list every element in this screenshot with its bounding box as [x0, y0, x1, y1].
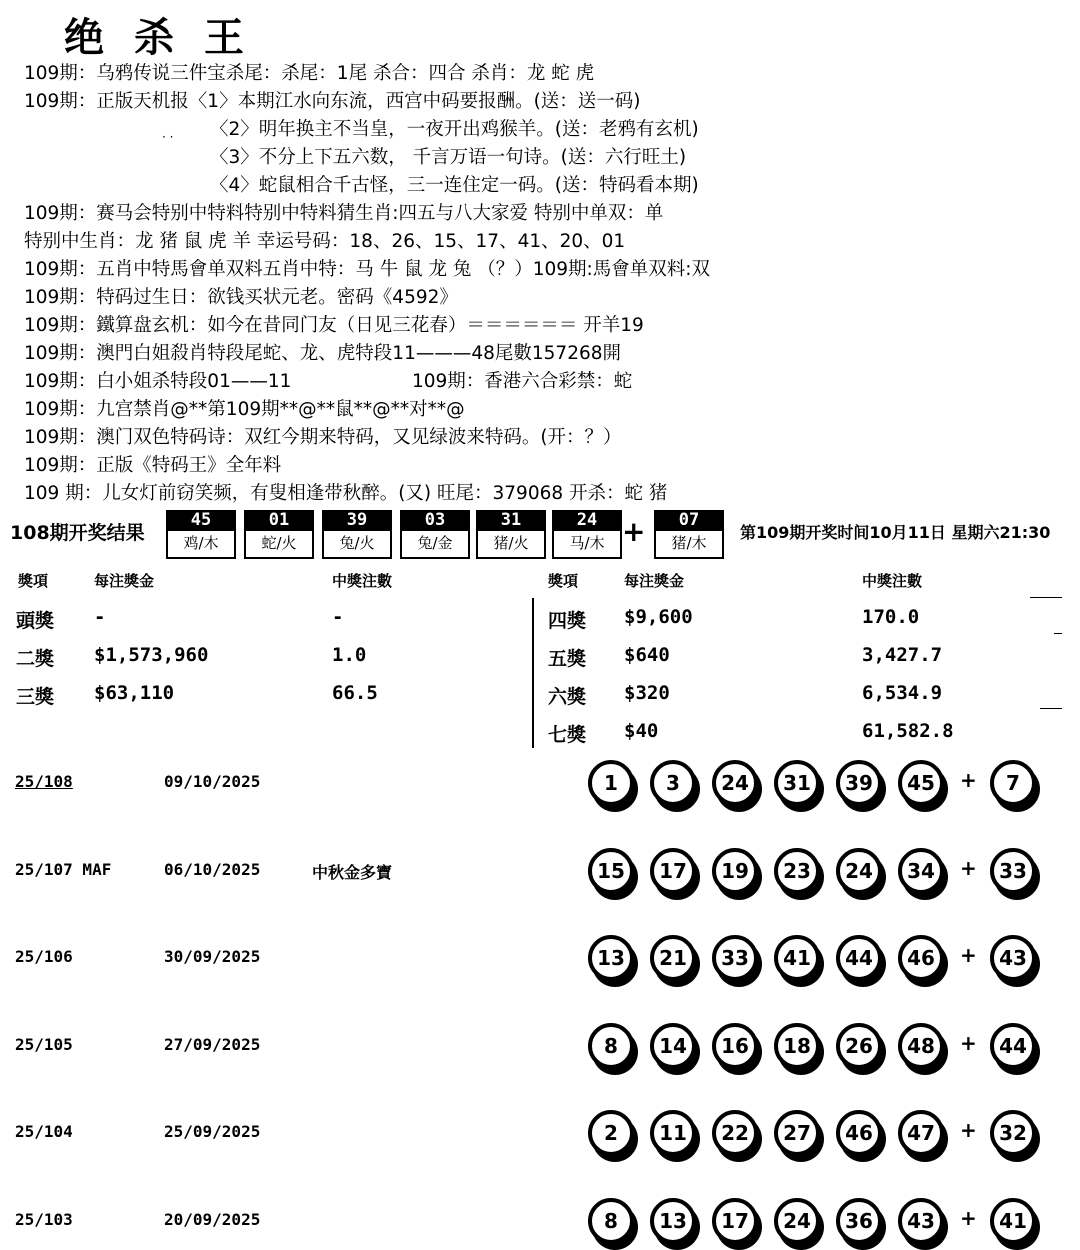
number-ball: 33: [712, 935, 758, 981]
ball-zodiac: 马/木: [569, 534, 605, 552]
prize-name: 三獎: [16, 686, 55, 708]
ball-zodiac: 兔/火: [339, 534, 375, 552]
result-label: 108期开奖结果: [10, 522, 145, 544]
history-row: [0, 840, 1080, 900]
prize-count: 66.5: [332, 682, 378, 704]
number-ball: 13: [650, 1198, 696, 1244]
text-line: 109期：正版天机报〈1〉本期江水向东流，西宫中码要报酬。(送：送一码): [24, 91, 641, 112]
divider: [1030, 597, 1062, 598]
prize-count: 1.0: [332, 644, 367, 666]
ball-zodiac: 猪/木: [671, 534, 707, 552]
prize-count: 61,582.8: [862, 720, 954, 742]
text-line: 〈4〉蛇鼠相合千古怪，三一连住定一码。(送：特码看本期): [210, 175, 699, 196]
number-ball: 46: [898, 935, 944, 981]
divider: [1040, 708, 1062, 709]
number-ball: 24: [836, 848, 882, 894]
number-ball: 44: [836, 935, 882, 981]
header-amount: 每注獎金: [624, 572, 685, 590]
prize-name: 四獎: [548, 610, 587, 632]
result-ball: [400, 510, 470, 559]
prize-name: 頭獎: [16, 610, 55, 632]
issue-number: 25/107 MAF: [15, 859, 112, 879]
number-ball: 15: [588, 848, 634, 894]
number-ball: 27: [774, 1110, 820, 1156]
number-ball: 17: [712, 1198, 758, 1244]
number-ball: 21: [650, 935, 696, 981]
text-line: 109期：澳门双色特码诗：双红今期来特码，又见绿波来特码。(开：？）: [24, 427, 622, 448]
text-line-right: 109期：香港六合彩禁：蛇: [412, 371, 633, 392]
prize-amount: $1,573,960: [94, 644, 209, 666]
text-line: 109期：正版《特码王》全年料: [24, 455, 282, 476]
prize-name: 七獎: [548, 724, 587, 746]
number-ball: 8: [588, 1198, 634, 1244]
draw-date: 25/09/2025: [164, 1122, 261, 1141]
prize-amount: $9,600: [624, 606, 693, 628]
number-ball: 19: [712, 848, 758, 894]
prize-amount: -: [94, 606, 106, 628]
number-ball: 1: [588, 760, 634, 806]
plus-sign: +: [960, 855, 977, 880]
ball-number: 39: [324, 510, 390, 531]
text-line: 109 期：儿女灯前窃笑频，有叟相逢带秋醉。(又) 旺尾：379068 开杀：蛇 猪: [24, 483, 668, 504]
plus-sign: +: [960, 1030, 977, 1055]
next-draw-time: 第109期开奖时间10月11日 星期六21:30: [740, 523, 1051, 542]
text-line: 109期：乌鸦传说三件宝杀尾：杀尾：1尾 杀合：四合 杀肖：龙 蛇 虎: [24, 63, 595, 84]
issue-number[interactable]: 25/108: [15, 772, 73, 791]
number-ball: 48: [898, 1023, 944, 1069]
result-ball: [166, 510, 236, 559]
text-line: 109期：九宫禁肖@**第109期**@**鼠**@**对**@: [24, 399, 465, 420]
text-line: 109期：鐵算盘玄机：如今在昔同门友（日见三花春）＝＝＝＝＝＝ 开羊19: [24, 315, 644, 336]
text-line: 特别中生肖：龙 猪 鼠 虎 羊 幸运号码：18、26、15、17、41、20、01: [24, 231, 626, 252]
number-ball: 11: [650, 1110, 696, 1156]
prize-count: 170.0: [862, 606, 920, 628]
divider: [532, 598, 534, 748]
number-ball: 46: [836, 1110, 882, 1156]
number-ball: 13: [588, 935, 634, 981]
header-prize: 獎項: [548, 572, 579, 590]
plus-sign: +: [960, 1118, 977, 1142]
issue-number: 25/103: [15, 1209, 73, 1229]
ball-number: 24: [554, 510, 620, 531]
special-ball: 41: [990, 1198, 1036, 1244]
prize-amount: $40: [624, 720, 659, 742]
header-count: 中獎注數: [332, 572, 393, 590]
ball-zodiac: 蛇/火: [261, 534, 297, 552]
ball-zodiac: 鸡/木: [183, 534, 219, 552]
number-ball: 34: [898, 848, 944, 894]
number-ball: 2: [588, 1110, 634, 1156]
ball-number: 03: [402, 510, 468, 531]
number-ball: 23: [774, 848, 820, 894]
page-title: 绝杀王: [64, 14, 274, 61]
number-ball: 3: [650, 760, 696, 806]
prize-count: 6,534.9: [862, 682, 943, 704]
ball-number: 31: [478, 510, 544, 531]
special-ball: 43: [990, 935, 1036, 981]
draw-date: 20/09/2025: [164, 1209, 261, 1229]
number-ball: 24: [712, 760, 758, 806]
header-prize: 獎項: [18, 572, 49, 590]
draw-date: 27/09/2025: [164, 1034, 261, 1054]
text-line: 109期：五肖中特馬會单双料五肖中特：马 牛 鼠 龙 兔 （？）109期:馬會单双料:双: [24, 259, 710, 280]
number-ball: 14: [650, 1023, 696, 1069]
prize-name: 六獎: [548, 686, 587, 708]
text-line: 109期：白小姐杀特段01——11: [24, 371, 292, 392]
prize-count: 3,427.7: [862, 644, 943, 666]
number-ball: 36: [836, 1198, 882, 1244]
result-ball: [244, 510, 314, 559]
header-amount: 每注獎金: [94, 572, 155, 590]
number-ball: 31: [774, 760, 820, 806]
special-ball: 44: [990, 1023, 1036, 1069]
prize-amount: $63,110: [94, 682, 175, 704]
number-ball: 16: [712, 1023, 758, 1069]
draw-date: 09/10/2025: [164, 772, 261, 791]
number-ball: 39: [836, 760, 882, 806]
special-ball: 32: [990, 1110, 1036, 1156]
prize-amount: $320: [624, 682, 670, 704]
plus-sign: +: [960, 1205, 977, 1230]
plus-sign: +: [622, 515, 646, 548]
header-count: 中獎注數: [862, 572, 923, 590]
plus-sign: +: [960, 943, 977, 967]
ball-number: 45: [168, 510, 234, 531]
plus-sign: +: [960, 768, 977, 792]
history-row: [0, 927, 1080, 987]
prize-name: 五獎: [548, 648, 587, 670]
text-line: 109期：赛马会特别中特料特别中特料猜生肖:四五与八大家爱 特别中单双：单: [24, 203, 664, 224]
draw-note: 中秋金多寶: [312, 862, 393, 882]
special-ball: 7: [990, 760, 1036, 806]
ball-number: 07: [656, 510, 722, 531]
history-row: [0, 1190, 1080, 1250]
number-ball: 43: [898, 1198, 944, 1244]
history-row: [0, 1015, 1080, 1075]
draw-date: 06/10/2025: [164, 859, 261, 879]
text-line: 109期：澳門白姐殺肖特段尾蛇、龙、虎特段11———48尾數157268開: [24, 343, 622, 364]
issue-number: 25/106: [15, 947, 73, 966]
dots: · ·: [162, 130, 174, 144]
number-ball: 45: [898, 760, 944, 806]
text-line: 109期：特码过生日：欲钱买状元老。密码《4592》: [24, 287, 458, 308]
history-row: [0, 1102, 1080, 1162]
ball-number: 01: [246, 510, 312, 531]
issue-number: 25/105: [15, 1034, 73, 1054]
ball-zodiac: 兔/金: [417, 534, 453, 552]
prize-name: 二獎: [16, 648, 55, 670]
ball-zodiac: 猪/火: [493, 534, 529, 552]
issue-number: 25/104: [15, 1122, 73, 1141]
result-ball: [322, 510, 392, 559]
result-ball: [552, 510, 622, 559]
prize-amount: $640: [624, 644, 670, 666]
number-ball: 47: [898, 1110, 944, 1156]
divider: [1054, 633, 1062, 634]
text-line: 〈3〉不分上下五六数， 千言万语一句诗。(送：六行旺土): [210, 147, 687, 168]
number-ball: 8: [588, 1023, 634, 1069]
number-ball: 41: [774, 935, 820, 981]
number-ball: 18: [774, 1023, 820, 1069]
number-ball: 17: [650, 848, 696, 894]
history-row: [0, 752, 1080, 812]
number-ball: 22: [712, 1110, 758, 1156]
draw-date: 30/09/2025: [164, 947, 261, 966]
result-ball: [476, 510, 546, 559]
prize-count: -: [332, 606, 344, 628]
result-special-ball: [654, 510, 724, 559]
text-line: 〈2〉明年换主不当皇，一夜开出鸡猴羊。(送：老鸦有玄机): [210, 119, 699, 140]
number-ball: 26: [836, 1023, 882, 1069]
special-ball: 33: [990, 848, 1036, 894]
number-ball: 24: [774, 1198, 820, 1244]
